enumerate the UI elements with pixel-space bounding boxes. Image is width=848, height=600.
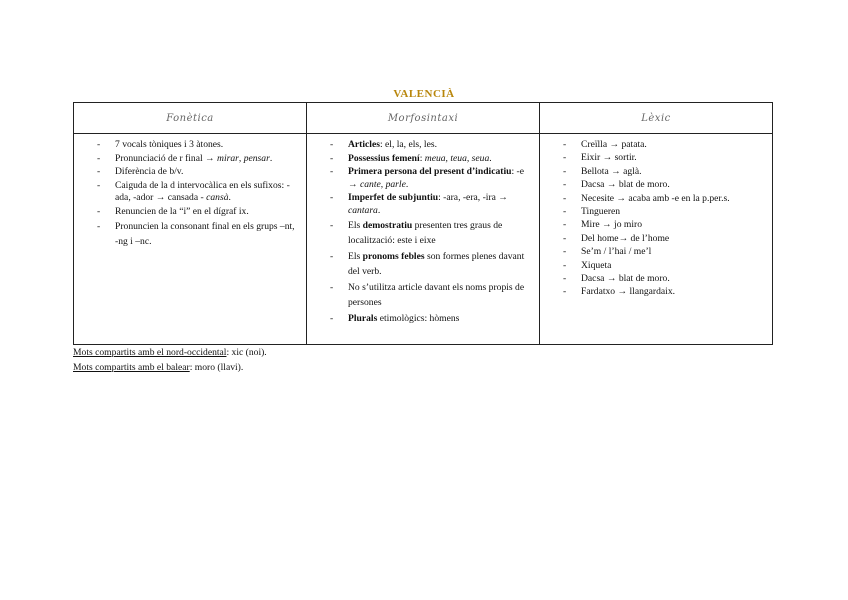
- list-item: - Renuncien de la “i” en el dígraf ix.: [80, 206, 300, 219]
- list-item: - Els pronoms febles son formes plenes davant del verb.: [313, 249, 533, 279]
- footer-balear: Mots compartits amb el balear: moro (llavi).: [73, 362, 244, 373]
- list-item: - Se’m / l’hai / me’l: [546, 246, 766, 258]
- morfosintaxi-list: [313, 139, 533, 326]
- list-item: - Del home→ de l’home: [546, 233, 766, 245]
- list-item: - Imperfet de subjuntiu: -ara, -era, -ira → cantara.: [313, 192, 533, 217]
- lexic-cell: [540, 134, 773, 345]
- list-item: - Caiguda de la d intervocàlica en els sufixos: -ada, -ador → cansada - cansà.: [80, 180, 300, 205]
- fonetica-list: [80, 139, 300, 249]
- list-item: - Xiqueta: [546, 260, 766, 272]
- list-item: - Pronunciació de r final → mirar, pensar.: [80, 153, 300, 166]
- list-item: - Dacsa → blat de moro.: [546, 179, 766, 191]
- header-lexic: Lèxic: [540, 103, 773, 134]
- header-morfosintaxi: Morfosintaxi: [307, 103, 540, 134]
- list-item: - Bellota → aglà.: [546, 166, 766, 178]
- comparison-table: [73, 102, 773, 345]
- list-item: - Necesite → acaba amb -e en la p.per.s.: [546, 193, 766, 205]
- lexic-list: [546, 139, 766, 299]
- list-item: - No s’utilitza article davant els noms propis de persones: [313, 280, 533, 310]
- list-item: - Plurals etimològics: hòmens: [313, 311, 533, 326]
- list-item: - Pronuncien la consonant final en els grups –nt, -ng i –nc.: [80, 219, 300, 249]
- list-item: - Possessius femení: meua, teua, seua.: [313, 153, 533, 166]
- footer-nord-occidental: Mots compartits amb el nord-occidental: xic (noi).: [73, 347, 267, 358]
- list-item: - Mire → jo miro: [546, 219, 766, 231]
- list-item: - Articles: el, la, els, les.: [313, 139, 533, 152]
- morfosintaxi-cell: [307, 134, 540, 345]
- list-item: - Fardatxo → llangardaix.: [546, 286, 766, 298]
- list-item: - Dacsa → blat de moro.: [546, 273, 766, 285]
- header-fonetica: Fonètica: [74, 103, 307, 134]
- list-item: - Primera persona del present d’indicatiu: -e → cante, parle.: [313, 166, 533, 191]
- list-item: - Creïlla → patata.: [546, 139, 766, 151]
- list-item: - Els demostratiu presenten tres graus de localització: este i eixe: [313, 218, 533, 248]
- page-title: VALENCIÀ: [393, 88, 455, 100]
- fonetica-cell: [74, 134, 307, 345]
- list-item: - 7 vocals tòniques i 3 àtones.: [80, 139, 300, 152]
- list-item: - Diferència de b/v.: [80, 166, 300, 179]
- list-item: - Tingueren: [546, 206, 766, 218]
- list-item: - Eixir → sortir.: [546, 152, 766, 164]
